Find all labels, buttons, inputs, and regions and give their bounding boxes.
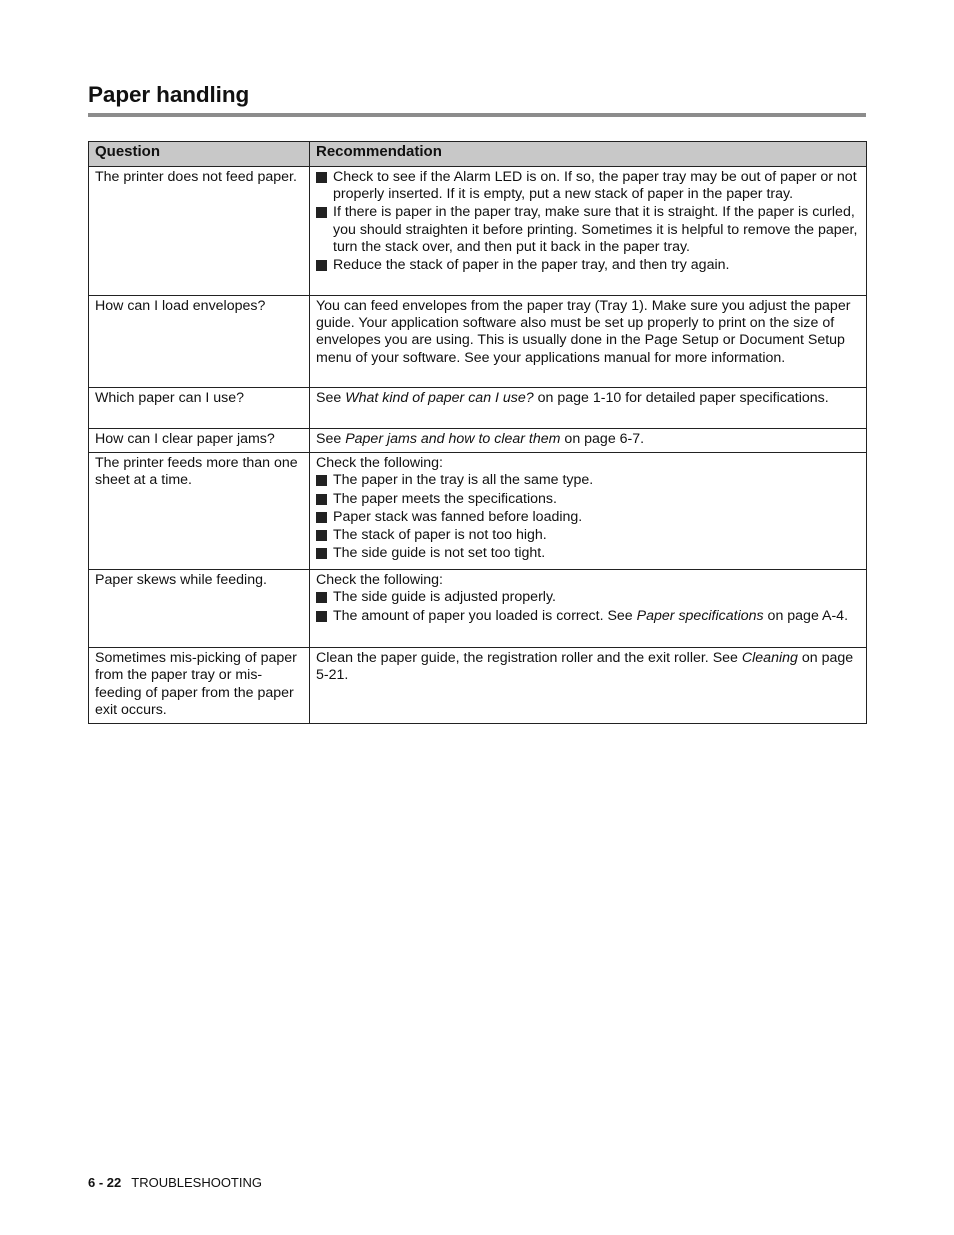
bullet-item: The stack of paper is not too high. — [316, 527, 860, 544]
title-rule — [88, 113, 866, 117]
question-cell: How can I load envelopes? — [89, 296, 310, 388]
table-row — [89, 167, 867, 296]
cross-reference: Paper specifications — [636, 607, 764, 624]
bullet-item: If there is paper in the paper tray, make sure that it is straight. If the paper is curled, you should straighten it before printing. Sometimes it is helpful to remove the paper, turn the stack over, and then put it back in the paper tray. — [316, 204, 860, 256]
table-row — [89, 453, 867, 570]
recommendation-cell: See Paper jams and how to clear them on page 6-7. — [310, 429, 867, 453]
table-row — [89, 388, 867, 429]
column-header-recommendation: Recommendation — [310, 142, 867, 167]
square-bullet-icon — [316, 592, 327, 603]
page-footer — [88, 1175, 262, 1190]
cross-reference: What kind of paper can I use? — [345, 390, 534, 406]
page-title: Paper handling — [88, 82, 250, 107]
question-cell: The printer does not feed paper. — [89, 167, 310, 296]
square-bullet-icon — [316, 207, 327, 218]
cross-reference: Cleaning — [741, 650, 798, 667]
question-cell: How can I clear paper jams? — [89, 429, 310, 453]
check-intro: Check the following: — [316, 455, 443, 472]
square-bullet-icon — [316, 512, 327, 523]
bullet-item: Reduce the stack of paper in the paper tray, and then try again. — [316, 257, 860, 274]
recommendation-cell: Clean the paper guide, the registration roller and the exit roller. See Cleaning on page 5-21. — [310, 648, 867, 724]
troubleshooting-table — [88, 141, 867, 724]
table-row — [89, 296, 867, 388]
bullet-item: The paper meets the specifications. — [316, 491, 860, 508]
question-cell: Paper skews while feeding. — [89, 570, 310, 648]
square-bullet-icon — [316, 611, 327, 622]
square-bullet-icon — [316, 172, 327, 183]
cross-reference: Paper jams and how to clear them — [345, 431, 561, 447]
question-cell: Which paper can I use? — [89, 388, 310, 429]
section-name: TROUBLESHOOTING — [131, 1175, 262, 1190]
table-row — [89, 429, 867, 453]
bullet-item: Paper stack was fanned before loading. — [316, 509, 860, 526]
check-intro: Check the following: — [316, 572, 443, 589]
square-bullet-icon — [316, 494, 327, 505]
recommendation-cell — [310, 570, 867, 648]
square-bullet-icon — [316, 260, 327, 271]
bullet-item: The amount of paper you loaded is correct. See Paper specifications on page A-4. — [316, 608, 860, 625]
recommendation-cell — [310, 167, 867, 296]
square-bullet-icon — [316, 530, 327, 541]
table-header-row — [89, 142, 867, 167]
bullet-item: Check to see if the Alarm LED is on. If so, the paper tray may be out of paper or not properly inserted. If it is empty, put a new stack of paper in the paper tray. — [316, 169, 860, 203]
table-row — [89, 570, 867, 648]
question-cell: Sometimes mis-picking of paper from the paper tray or mis-feeding of paper from the paper exit occurs. — [89, 648, 310, 724]
bullet-item: The side guide is not set too tight. — [316, 545, 860, 562]
recommendation-cell: See What kind of paper can I use? on page 1-10 for detailed paper specifications. — [310, 388, 867, 429]
square-bullet-icon — [316, 475, 327, 486]
table-row — [89, 648, 867, 724]
bullet-item: The paper in the tray is all the same type. — [316, 472, 860, 489]
recommendation-cell: You can feed envelopes from the paper tray (Tray 1). Make sure you adjust the paper guide. Your application software also must be set up properly to print on the size of envelopes you are using. This is usually done in the Page Setup or Document Setup menu of your software. See your applications manual for more information. — [310, 296, 867, 388]
bullet-item: The side guide is adjusted properly. — [316, 589, 860, 606]
square-bullet-icon — [316, 548, 327, 559]
recommendation-cell — [310, 453, 867, 570]
question-cell: The printer feeds more than one sheet at a time. — [89, 453, 310, 570]
page-number: 6 - 22 — [88, 1175, 122, 1190]
column-header-question: Question — [89, 142, 310, 167]
